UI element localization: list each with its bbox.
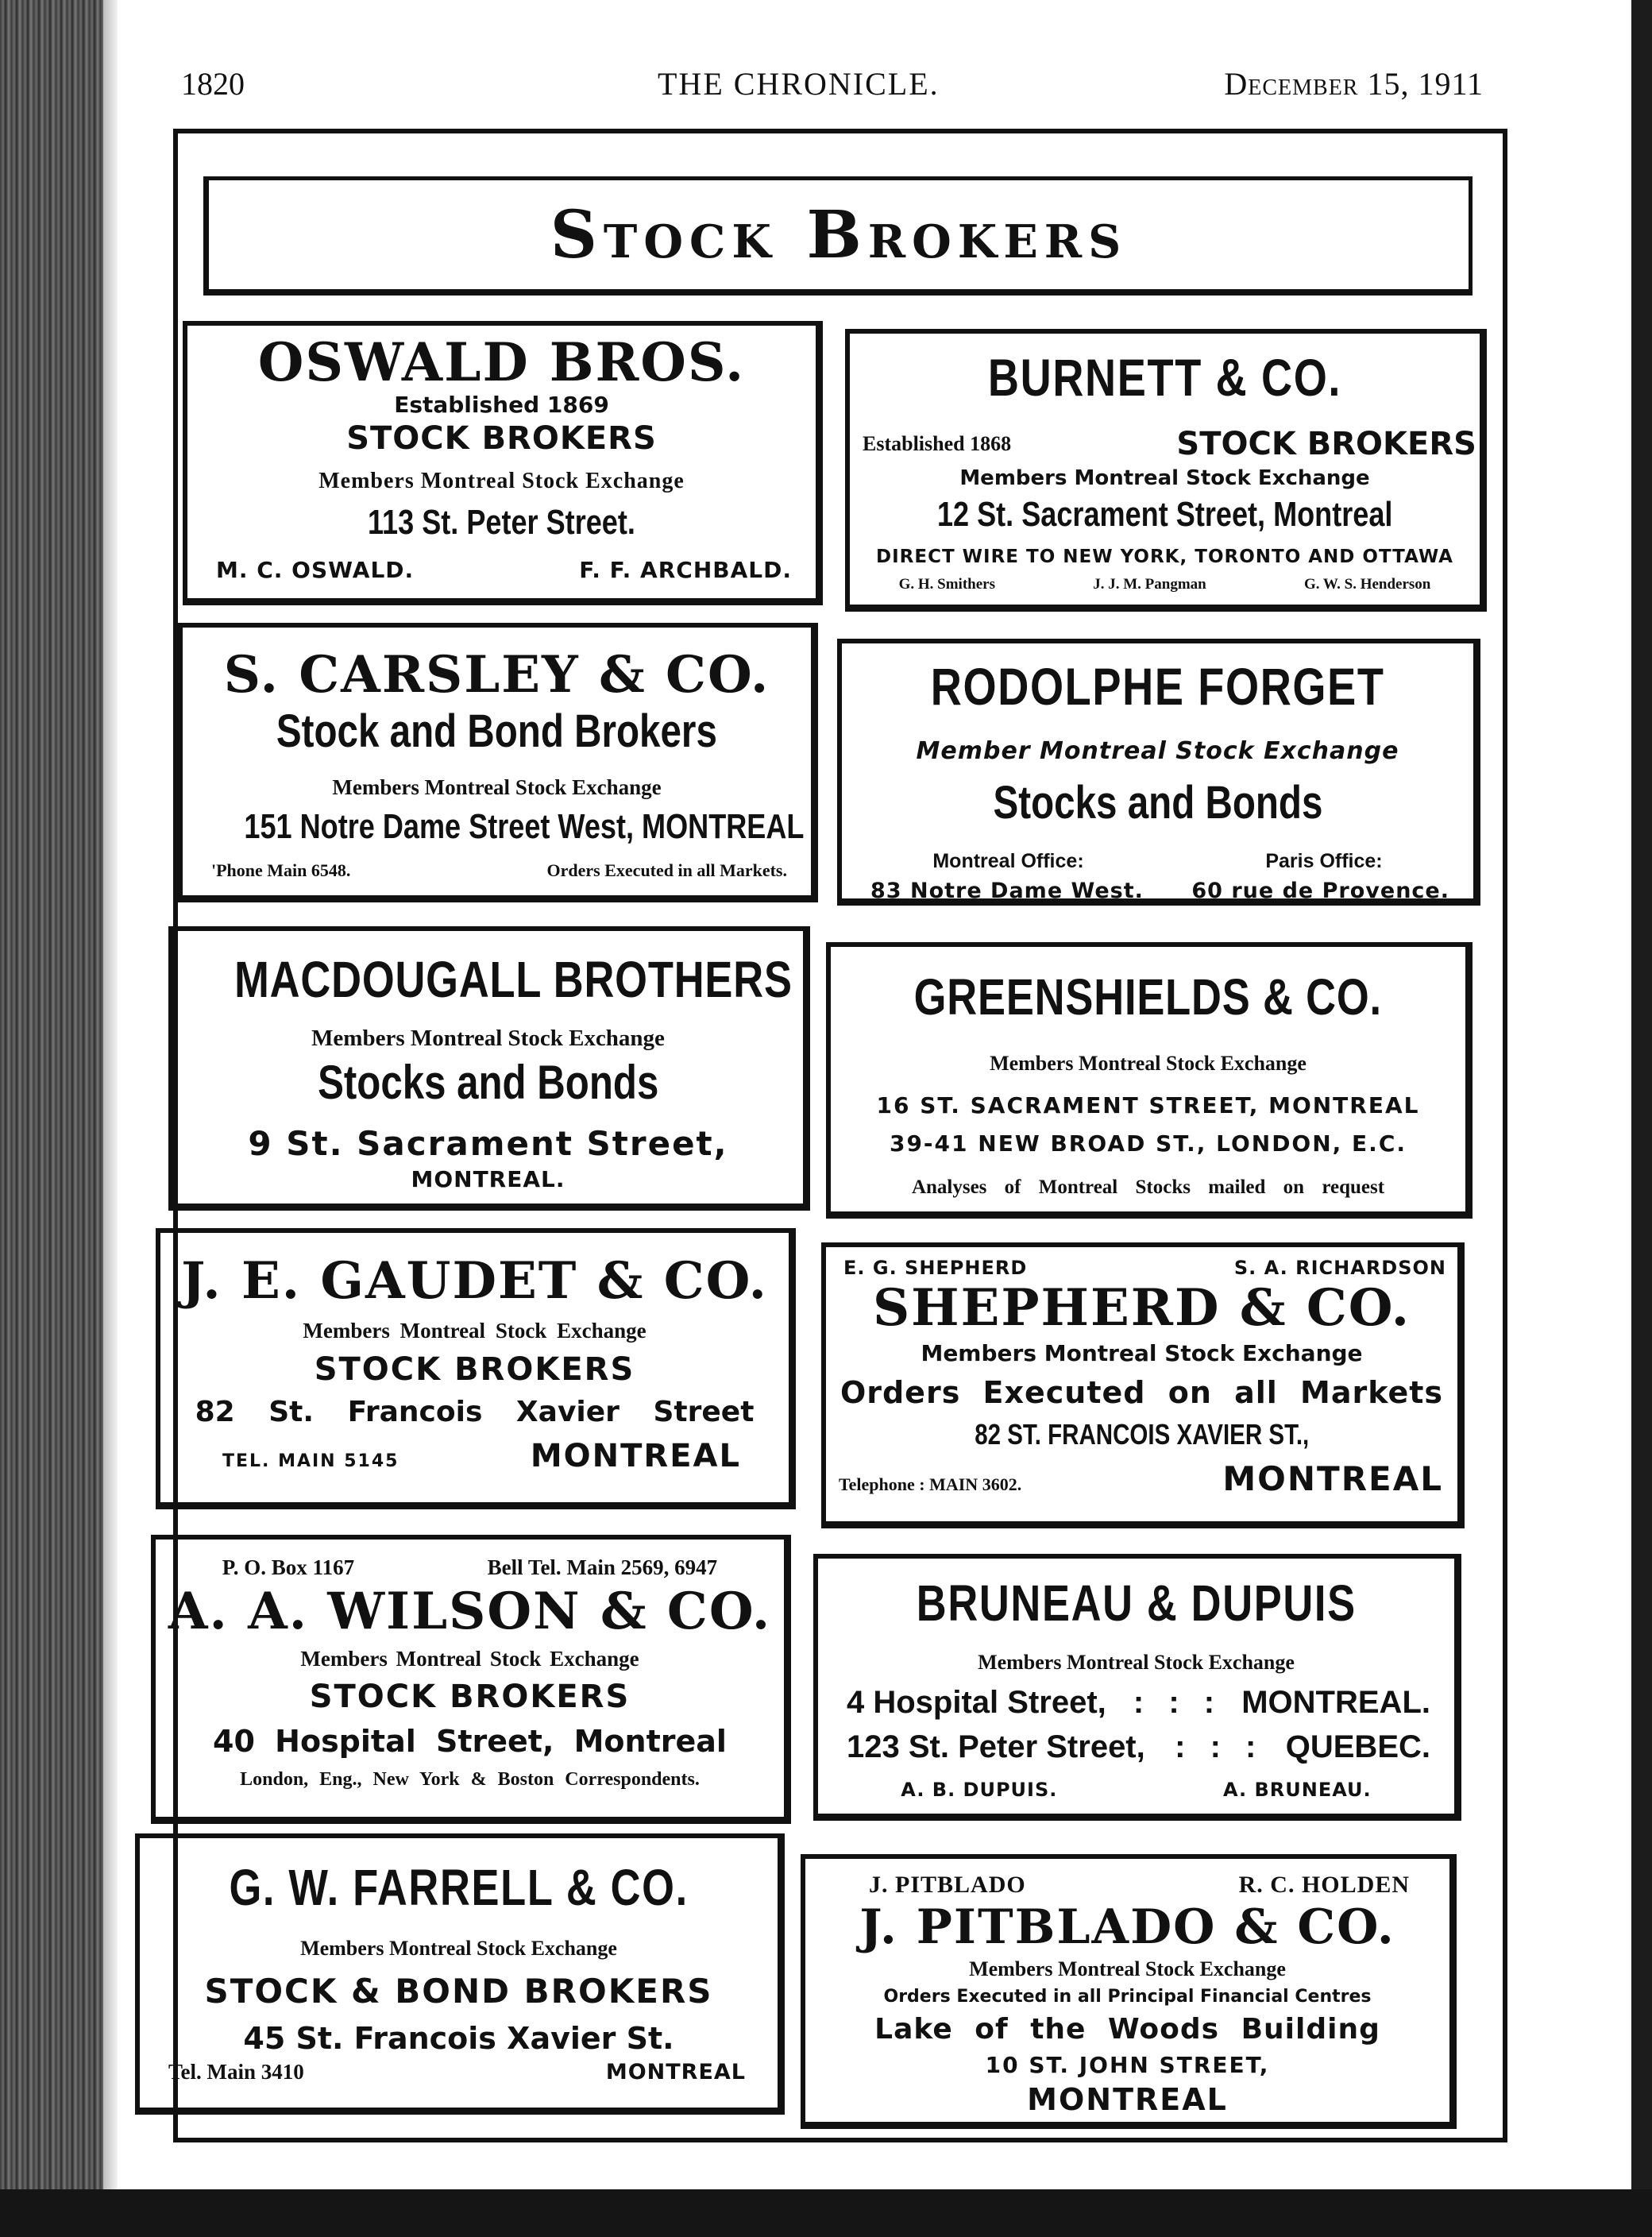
book-spine <box>0 0 103 2237</box>
city: MONTREAL <box>1222 1459 1443 1498</box>
section-title: Stock Brokers <box>550 196 1128 273</box>
membership: Members Montreal Stock Exchange <box>969 1957 1286 1980</box>
address-2: 123 St. Peter Street, <box>847 1729 1145 1764</box>
firm-name: J. PITBLADO & CO. <box>859 1899 1395 1955</box>
partner-1: G. H. Smithers <box>898 576 995 593</box>
firm-name: GREENSHIELDS & CO. <box>913 968 1383 1026</box>
ad-macdougall-brothers <box>168 926 810 1211</box>
address: 113 St. Peter Street. <box>368 503 635 542</box>
firm-name: G. W. FARRELL & CO. <box>229 1859 689 1916</box>
partners <box>187 549 816 583</box>
membership: Members Montreal Stock Exchange <box>959 466 1370 490</box>
dots-1: : : : <box>1133 1685 1215 1720</box>
membership: Members Montreal Stock Exchange <box>311 1026 665 1051</box>
business-type: Stocks and Bonds <box>993 777 1322 829</box>
phone: Tel. Main 3410 <box>168 2060 304 2084</box>
correspondents-note: London, Eng., New York & Boston Correspondents. <box>240 1769 700 1790</box>
membership: Members Montreal Stock Exchange <box>300 1937 617 1960</box>
business-type: STOCK BROKERS <box>346 420 657 457</box>
publication-title: THE CHRONICLE. <box>658 66 940 102</box>
firm-name: J. E. GAUDET & CO. <box>181 1251 768 1311</box>
montreal-address-row <box>818 1680 1454 1725</box>
firm-name: A. A. WILSON & CO. <box>168 1582 772 1641</box>
phone: TEL. MAIN 5145 <box>222 1451 399 1471</box>
montreal-office-address: 83 Notre Dame West. <box>870 879 1144 903</box>
address: 82 St. Francois Xavier Street <box>195 1396 755 1428</box>
orders-note: Orders Executed on all Markets <box>840 1375 1444 1410</box>
analyses-note: Analyses of Montreal Stocks mailed on request <box>911 1176 1385 1198</box>
ad-oswald-bros <box>183 321 823 605</box>
address: 82 ST. FRANCOIS XAVIER ST., <box>974 1418 1310 1451</box>
orders-note: Orders Executed in all Principal Financial Centres <box>883 1987 1372 2007</box>
ad-rodolphe-forget <box>837 639 1480 906</box>
firm-name: S. CARSLEY & CO. <box>223 645 770 705</box>
quebec-address-row <box>818 1725 1454 1769</box>
membership: Members Montreal Stock Exchange <box>300 1647 639 1671</box>
membership: Members Montreal Stock Exchange <box>318 469 685 493</box>
running-head <box>181 65 1484 113</box>
dots-2: : : : <box>1175 1729 1256 1764</box>
section-banner <box>203 176 1473 296</box>
contact-row <box>140 2060 778 2084</box>
paris-office-address: 60 rue de Provence. <box>1191 879 1449 903</box>
partner-3: G. W. S. Henderson <box>1303 576 1431 593</box>
issue-date: December 15, 1911 <box>1224 66 1484 102</box>
membership: Members Montreal Stock Exchange <box>990 1052 1307 1075</box>
business-type: Stocks and Bonds <box>317 1056 659 1109</box>
ad-greenshields-co <box>826 942 1473 1219</box>
address-1: 4 Hospital Street, <box>847 1685 1106 1720</box>
phone: 'Phone Main 6548. <box>211 860 351 880</box>
ad-burnett-co <box>845 329 1487 612</box>
office-addresses <box>842 875 1473 907</box>
membership: Members Montreal Stock Exchange <box>921 1340 1363 1366</box>
address: 10 ST. JOHN STREET, <box>985 2052 1270 2078</box>
ad-je-gaudet-co <box>156 1228 796 1509</box>
partner-right: F. F. ARCHBALD. <box>579 557 792 583</box>
established: Established 1869 <box>394 392 609 418</box>
ad-aa-wilson-co <box>151 1535 791 1824</box>
city-2: QUEBEC. <box>1285 1729 1430 1764</box>
city: MONTREAL <box>1027 2082 1228 2117</box>
membership: Members Montreal Stock Exchange <box>303 1319 647 1343</box>
contact-row <box>183 856 811 881</box>
phone: Bell Tel. Main 2569, 6947 <box>487 1555 718 1579</box>
montreal-address: 16 ST. SACRAMENT STREET, MONTREAL <box>876 1092 1420 1118</box>
membership: Members Montreal Stock Exchange <box>332 775 662 799</box>
page-gutter <box>103 0 118 2237</box>
membership: Members Montreal Stock Exchange <box>978 1651 1295 1674</box>
partners <box>850 571 1480 598</box>
partners <box>826 1257 1457 1279</box>
partner-2: J. J. M. Pangman <box>1093 576 1206 593</box>
phone: Telephone : MAIN 3602. <box>839 1474 1022 1494</box>
ad-s-carsley-co <box>178 623 818 902</box>
business-type: STOCK BROKERS <box>1176 426 1476 462</box>
scan-edge-bottom <box>0 2189 1652 2237</box>
partner-left: J. PITBLADO <box>869 1872 1026 1898</box>
membership: Member Montreal Stock Exchange <box>916 737 1399 765</box>
contact-row <box>826 1459 1457 1498</box>
city: MONTREAL <box>530 1438 741 1474</box>
partner-right: A. BRUNEAU. <box>1222 1779 1372 1801</box>
partner-right: S. A. RICHARDSON <box>1233 1257 1446 1279</box>
city: MONTREAL <box>605 2060 746 2084</box>
partner-left: M. C. OSWALD. <box>216 557 415 583</box>
building: Lake of the Woods Building <box>874 2013 1380 2046</box>
firm-name: RODOLPHE FORGET <box>930 657 1385 716</box>
contact-header <box>156 1554 784 1581</box>
wire-note: DIRECT WIRE TO NEW YORK, TORONTO AND OTTAWA <box>876 547 1453 567</box>
london-address: 39-41 NEW BROAD ST., LONDON, E.C. <box>889 1130 1407 1157</box>
contact-row <box>160 1435 789 1474</box>
firm-name: MACDOUGALL BROTHERS <box>234 951 793 1008</box>
scan-edge-right <box>1631 0 1652 2237</box>
ad-shepherd-co <box>821 1242 1465 1528</box>
po-box: P. O. Box 1167 <box>222 1555 355 1579</box>
business-type: STOCK BROKERS <box>314 1351 635 1388</box>
city-1: MONTREAL. <box>1241 1685 1430 1720</box>
established: Established 1868 <box>863 432 1012 455</box>
established-row <box>850 419 1480 462</box>
partners <box>805 1872 1449 1899</box>
page-number: 1820 <box>181 66 245 102</box>
business-type: STOCK & BOND BROKERS <box>204 1972 713 2011</box>
partner-left: A. B. DUPUIS. <box>901 1779 1058 1801</box>
ad-bruneau-dupuis <box>813 1554 1461 1821</box>
office-labels <box>842 847 1473 875</box>
firm-name: BURNETT & CO. <box>987 348 1342 407</box>
partners <box>818 1769 1454 1810</box>
orders-note: Orders Executed in all Markets. <box>546 860 787 880</box>
address: 40 Hospital Street, Montreal <box>213 1724 727 1759</box>
city: MONTREAL. <box>411 1166 565 1192</box>
firm-name: OSWALD BROS. <box>257 331 746 393</box>
address: 9 St. Sacrament Street, <box>248 1124 728 1163</box>
ad-gw-farrell-co <box>135 1833 785 2115</box>
address: 151 Notre Dame Street West, MONTREAL <box>244 807 805 846</box>
business-type: Stock and Bond Brokers <box>276 705 717 757</box>
paris-office-label: Paris Office: <box>1265 850 1383 872</box>
address: 45 St. Francois Xavier St. <box>243 2021 674 2056</box>
business-type: STOCK BROKERS <box>309 1679 631 1715</box>
address: 12 St. Sacrament Street, Montreal <box>936 495 1393 534</box>
firm-name: SHEPHERD & CO. <box>872 1278 1411 1338</box>
partner-left: E. G. SHEPHERD <box>843 1257 1028 1279</box>
ad-j-pitblado-co <box>801 1854 1457 2129</box>
firm-name: BRUNEAU & DUPUIS <box>916 1574 1357 1632</box>
partner-right: R. C. HOLDEN <box>1238 1872 1410 1898</box>
montreal-office-label: Montreal Office: <box>932 850 1084 872</box>
